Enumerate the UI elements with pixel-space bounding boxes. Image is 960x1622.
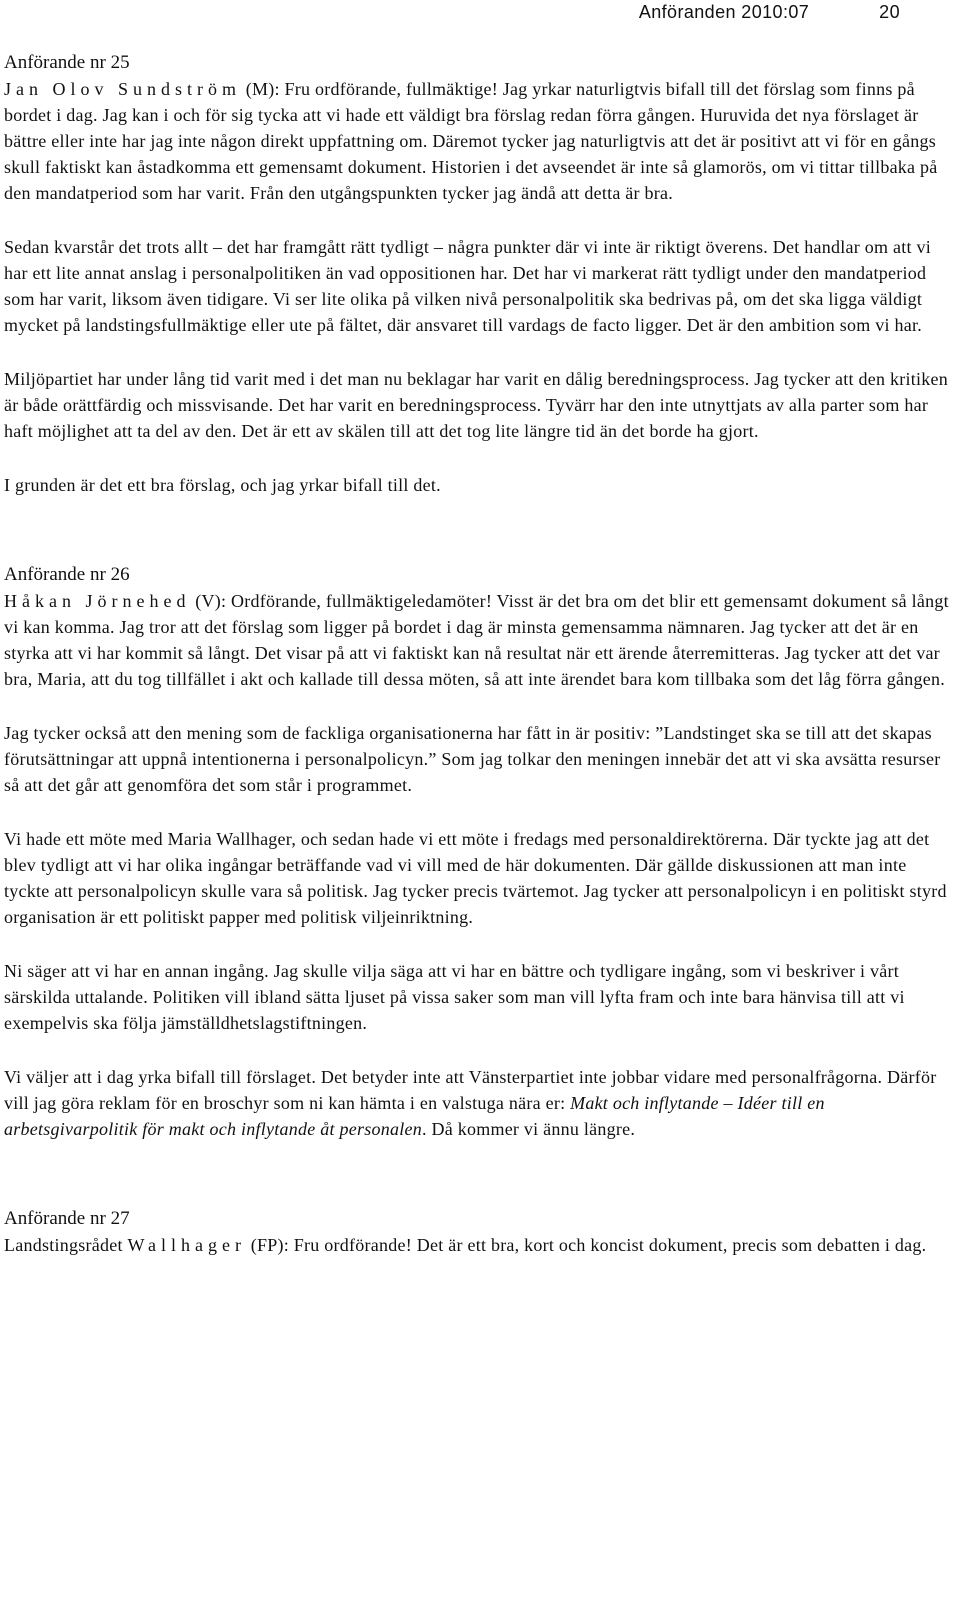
section-spacer <box>4 1170 954 1206</box>
speech-paragraph <box>4 588 954 692</box>
document-body <box>4 50 954 1286</box>
speech-paragraph <box>4 1232 954 1258</box>
speech-paragraph <box>4 76 954 206</box>
speech-paragraph: Sedan kvarstår det trots allt – det har framgått rätt tydligt – några punkter där vi inte är riktigt överens. Det handlar om att vi har ett lite annat anslag i personalpolitiken än vad oppositionen har. Det har vi markerat rätt tydligt under den mandatperiod som har varit, liksom även tidigare. Vi ser lite olika på vilken nivå personalpolitik ska bedrivas på, om det ska ligga väldigt mycket på landstingsfullmäktige eller ute på fältet, där ansvaret till vardags de facto ligger. Det är den ambition som vi har. <box>4 237 931 335</box>
speech-number: Anförande nr 26 <box>4 564 130 585</box>
paragraph-text: Fru ordförande, fullmäktige! Jag yrkar naturligtvis bifall till det förslag som finns på bordet i dag. Jag kan i och för sig tycka att vi hade ett väldigt bra förslag redan förra gången. Huruvida det nya förslaget är bättre eller inte har jag inte någon direkt uppfattning om. Däremot tycker jag naturligtvis att det är positivt att vi för en gångs skull faktiskt kan åstadkomma ett gemensamt dokument. Historien i det avseendet är inte så glamorös, om vi tittar tillbaka på den mandatperiod som har varit. Från den utgångspunkten tycker jag ändå att detta är bra. <box>4 79 938 203</box>
speech-paragraph <box>4 1064 954 1142</box>
section-spacer <box>4 526 954 562</box>
speaker-name: Jan Olov Sundström <box>4 79 242 99</box>
speech-number: Anförande nr 25 <box>4 52 130 73</box>
speech-paragraph: Vi hade ett möte med Maria Wallhager, och sedan hade vi ett möte i fredags med personaldirektörerna. Där tyckte jag att det blev tydligt att vi har olika ingångar beträffande vad vi vill med de här dokumenten. Där gällde diskussionen att man inte tyckte att personalpolicyn skulle vara så politisk. Jag tycker precis tvärtemot. Jag tycker att personalpolicyn i en politiskt styrd organisation är ett politiskt papper med politisk viljeinriktning. <box>4 829 947 927</box>
paragraph-text: Vi väljer att i dag yrka bifall till förslaget. Det betyder inte att Vänsterpartiet inte jobbar vidare med personalfrågorna. Därför vill jag göra reklam för en broschyr som ni kan hämta i en valstuga nära er: <box>4 1067 937 1113</box>
speaker-name: Wallhager <box>127 1235 246 1255</box>
speech-paragraph: Miljöpartiet har under lång tid varit med i det man nu beklagar har varit en dålig beredningsprocess. Jag tycker att den kritiken är både orättfärdig och missvisande. Det har varit en beredningsprocess. Tyvärr har den inte utnyttjats av alla parter som har haft möjlighet att ta del av den. Det är ett av skälen till att det tog lite längre tid än det borde ha gjort. <box>4 369 948 441</box>
speech-26 <box>4 562 954 1142</box>
speaker-name: Håkan Jörnehed <box>4 591 191 611</box>
speech-27 <box>4 1206 954 1258</box>
page-header <box>639 2 900 23</box>
party-intro: (V): <box>190 591 231 611</box>
page-number: 20 <box>879 2 900 22</box>
paragraph-text: Fru ordförande! Det är ett bra, kort och koncist dokument, precis som debatten i dag. <box>293 1235 927 1255</box>
speech-paragraph: I grunden är det ett bra förslag, och jag yrkar bifall till det. <box>4 475 441 495</box>
paragraph-text: . Då kommer vi ännu längre. <box>421 1119 636 1139</box>
party-intro: (M): <box>241 79 285 99</box>
speech-paragraph: Ni säger att vi har en annan ingång. Jag skulle vilja säga att vi har en bättre och tydligare ingång, som vi beskriver i vårt särskilda uttalande. Politiken vill ibland sätta ljuset på vissa saker som man vill lyfta fram och inte bara hänvisa till att vi exempelvis ska följa jämställdhetslagstiftningen. <box>4 961 905 1033</box>
publication-label: Anföranden 2010:07 <box>638 2 810 22</box>
speech-25 <box>4 50 954 498</box>
party-intro: (FP): <box>246 1235 294 1255</box>
paragraph-text: Ordförande, fullmäktigeledamöter! Visst är det bra om det blir ett gemensamt dokument så långt vi kan komma. Jag tror att det förslag som ligger på bordet i dag är minsta gemensamma nämnaren. Jag tycker att det är en styrka att vi har kommit så långt. Det visar på att vi faktiskt kan nå resultat när ett ärende återremitteras. Jag tycker att det var bra, Maria, att du tog tillfället i akt och kallade till dessa möten, så att inte ärendet bara kom tillbaka som det låg förra gången. <box>4 591 949 689</box>
speech-paragraph: Jag tycker också att den mening som de fackliga organisationerna har fått in är positiv: ”Landstinget ska se till att det skapas förutsättningar att uppnå intentionerna i personalpolicyn.” Som jag tolkar den meningen innebär det att vi ska avsätta resurser så att det går att genomföra det som står i programmet. <box>4 723 941 795</box>
brochure-title: Makt och inflytande – Idéer till en arbetsgivarpolitik för makt och inflytande åt personalen <box>4 1093 825 1139</box>
speaker-title: Landstingsrådet <box>4 1235 128 1255</box>
speech-number: Anförande nr 27 <box>4 1208 130 1229</box>
